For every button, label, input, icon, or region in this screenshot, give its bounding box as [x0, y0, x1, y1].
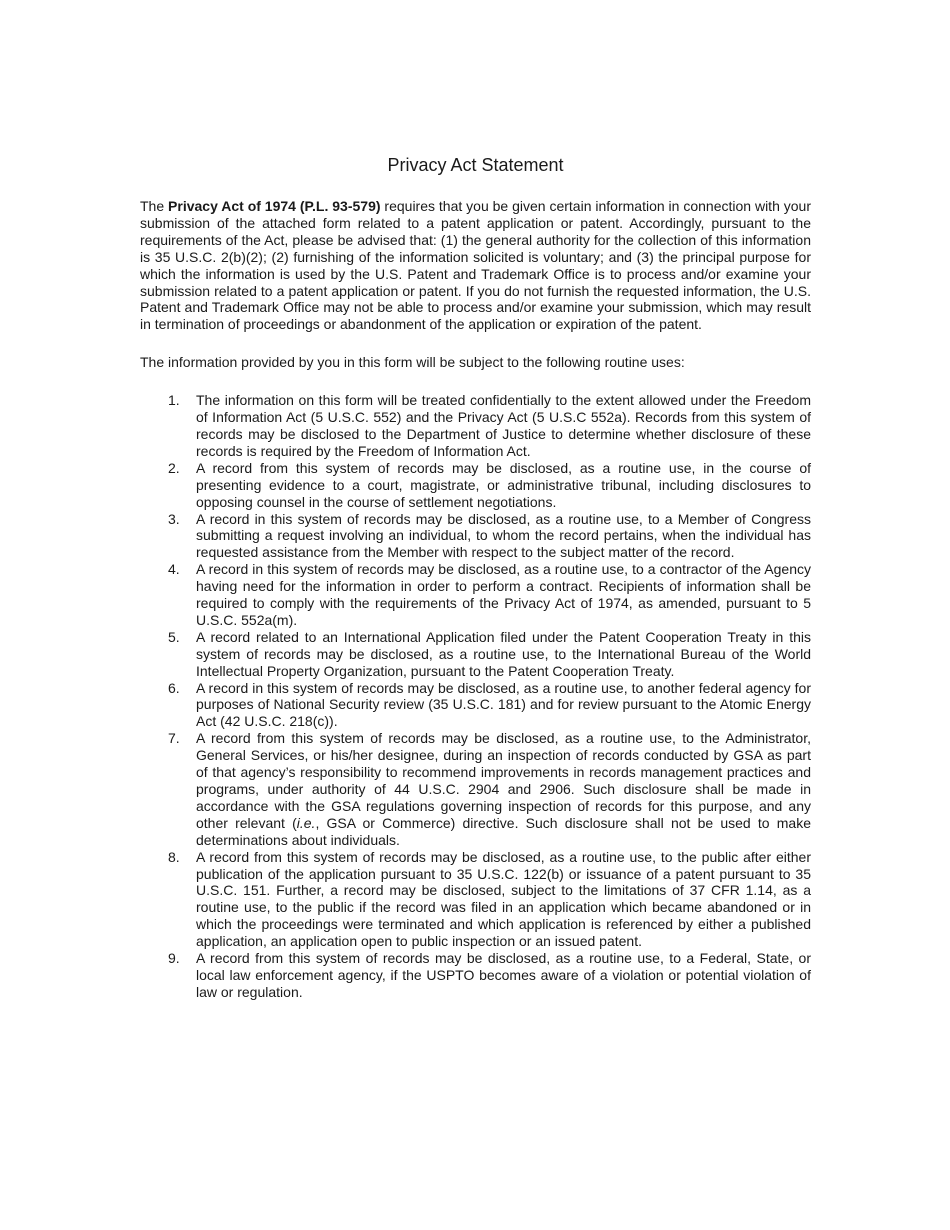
routine-use-item [140, 561, 811, 629]
routine-use-text-part: , GSA or Commerce) directive. Such disclosure shall not be used to make determinations about individuals. [196, 814, 811, 848]
intro-paragraph [140, 198, 811, 333]
intro-body: requires that you be given certain information in connection with your submission of the attached form related to a patent application or patent. Accordingly, pursuant to the requirements of the Act, please be advised that: (1) the general authority for the collection of this information is 35 U.S.C. 2(b)(2); (2) furnishing of the information solicited is voluntary; and (3) the principal purpose for which the information is used by the U.S. Patent and Trademark Office is to process and/or examine your submission related to a patent application or patent. If you do not furnish the requested information, the U.S. Patent and Trademark Office may not be able to process and/or examine your submission, which may result in termination of proceedings or abandonment of the application or expiration of the patent. [140, 198, 811, 333]
routine-use-text: A record in this system of records may be disclosed, as a routine use, to another federal agency for purposes of National Security review (35 U.S.C. 181) and for review pursuant to the Atomic Energy Act (42 U.S.C. 218(c)). [196, 679, 811, 730]
routine-uses-intro: The information provided by you in this form will be subject to the following routine uses: [140, 354, 685, 371]
routine-use-number: 1. [168, 392, 180, 409]
routine-use-number: 8. [168, 848, 180, 865]
routine-use-number: 6. [168, 679, 180, 696]
privacy-act-citation: Privacy Act of 1974 (P.L. 93-579) [168, 198, 381, 214]
routine-use-text: A record in this system of records may be disclosed, as a routine use, to a Member of Congress submitting a request involving an individual, to whom the record pertains, when the individual has requested assistance from the Member with respect to the subject matter of the record. [196, 510, 811, 561]
routine-use-italic-abbrev: i.e. [296, 814, 316, 831]
routine-use-item [140, 950, 811, 1001]
routine-uses-list [140, 392, 811, 1001]
routine-use-item [140, 680, 811, 731]
routine-use-item [140, 849, 811, 950]
routine-use-text-part: A record from this system of records may be disclosed, as a routine use, to the Administrator, General Services, or his/her designee, during an inspection of records conducted by GSA as part of that agency’s responsibility to recommend improvements in records management practices and programs, under authority of 44 U.S.C. 2904 and 2906. Such disclosure shall be made in accordance with the GSA regulations governing inspection of records for this purpose, and any other relevant ( [196, 730, 811, 831]
routine-use-number: 7. [168, 730, 180, 747]
routine-use-item [140, 460, 811, 511]
routine-use-number: 9. [168, 950, 180, 967]
routine-use-number: 2. [168, 459, 180, 476]
routine-use-number: 3. [168, 510, 180, 527]
routine-use-text: A record from this system of records may be disclosed, as a routine use, to a Federal, State, or local law enforcement agency, if the USPTO becomes aware of a violation or potential violation of law or regulation. [196, 950, 811, 1000]
routine-use-number: 5. [168, 628, 180, 645]
routine-use-text: A record in this system of records may be disclosed, as a routine use, to a contractor of the Agency having need for the information in order to perform a contract. Recipients of information shall be required to comply with the requirements of the Privacy Act of 1974, as amended, pursuant to 5 U.S.C. 552a(m). [196, 561, 811, 628]
routine-use-text: A record from this system of records may be disclosed, as a routine use, to the public after either publication of the application pursuant to 35 U.S.C. 122(b) or issuance of a patent pursuant to 35 U.S.C. 151. Further, a record may be disclosed, subject to the limitations of 37 CFR 1.14, as a routine use, to the public if the record was filed in an application which became abandoned or in which the proceedings were terminated and which application is referenced by either a published application, an application open to public inspection or an issued patent. [196, 848, 811, 950]
routine-use-text [196, 730, 811, 848]
routine-use-text: A record related to an International Application filed under the Patent Cooperation Treaty in this system of records may be disclosed, as a routine use, to the International Bureau of the World Intellectual Property Organization, pursuant to the Patent Cooperation Treaty. [196, 628, 811, 679]
routine-use-number: 4. [168, 561, 180, 578]
routine-use-item [140, 730, 811, 848]
routine-use-text: The information on this form will be treated confidentially to the extent allowed under the Freedom of Information Act (5 U.S.C. 552) and the Privacy Act (5 U.S.C 552a). Records from this system of records may be disclosed to the Department of Justice to determine whether disclosure of these records is required by the Freedom of Information Act. [196, 392, 811, 459]
document-title: Privacy Act Statement [387, 155, 564, 175]
document-page [140, 152, 811, 1001]
routine-use-text: A record from this system of records may be disclosed, as a routine use, in the course of presenting evidence to a court, magistrate, or administrative tribunal, including disclosures to opposing counsel in the course of settlement negotiations. [196, 459, 811, 510]
routine-use-item [140, 392, 811, 460]
intro-lead: The [140, 198, 169, 214]
routine-use-item [140, 511, 811, 562]
routine-use-item [140, 629, 811, 680]
